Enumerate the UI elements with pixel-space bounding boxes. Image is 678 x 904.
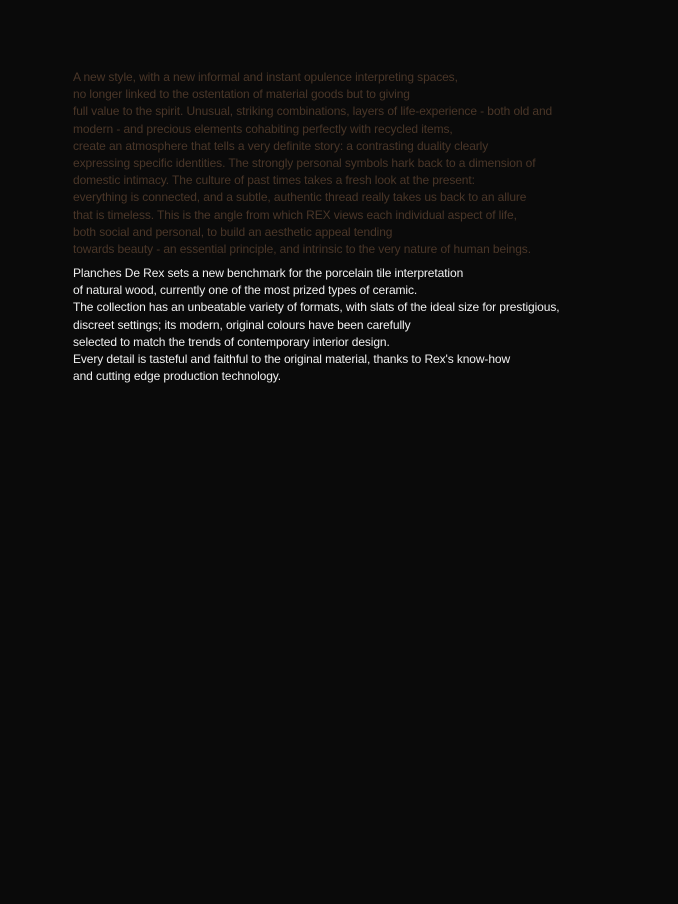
intro-line: create an atmosphere that tells a very definite story: a contrasting duality clearly	[73, 138, 489, 153]
collection-line: Planches De Rex sets a new benchmark for the porcelain tile interpretation	[73, 266, 464, 280]
intro-paragraph	[73, 69, 673, 258]
collection-line: and cutting edge production technology.	[73, 369, 282, 384]
collection-line: discreet settings; its modern, original colours have been carefully	[73, 317, 411, 332]
intro-line: A new style, with a new informal and instant opulence interpreting spaces,	[73, 70, 458, 84]
intro-line: both social and personal, to build an aesthetic appeal tending	[73, 224, 393, 239]
intro-line: expressing specific identities. The strongly personal symbols hark back to a dimension of	[73, 156, 536, 171]
intro-line: everything is connected, and a subtle, authentic thread really takes us back to an allure	[73, 190, 527, 205]
collection-line: of natural wood, currently one of the most prized types of ceramic.	[73, 283, 418, 298]
intro-line: that is timeless. This is the angle from which REX views each individual aspect of life,	[73, 207, 517, 222]
collection-line: Every detail is tasteful and faithful to the original material, thanks to Rex's know-how	[73, 352, 511, 367]
collection-line: The collection has an unbeatable variety of formats, with slats of the ideal size for prestigious,	[73, 300, 560, 315]
intro-line: domestic intimacy. The culture of past times takes a fresh look at the present:	[73, 173, 475, 188]
intro-line: full value to the spirit. Unusual, striking combinations, layers of life-experience - both old and	[73, 104, 553, 119]
collection-line: selected to match the trends of contemporary interior design.	[73, 334, 390, 349]
intro-line: no longer linked to the ostentation of material goods but to giving	[73, 87, 410, 102]
intro-line: modern - and precious elements cohabiting perfectly with recycled items,	[73, 121, 453, 136]
collection-paragraph	[73, 265, 673, 385]
intro-line: towards beauty - an essential principle, and intrinsic to the very nature of human beings.	[73, 242, 531, 257]
